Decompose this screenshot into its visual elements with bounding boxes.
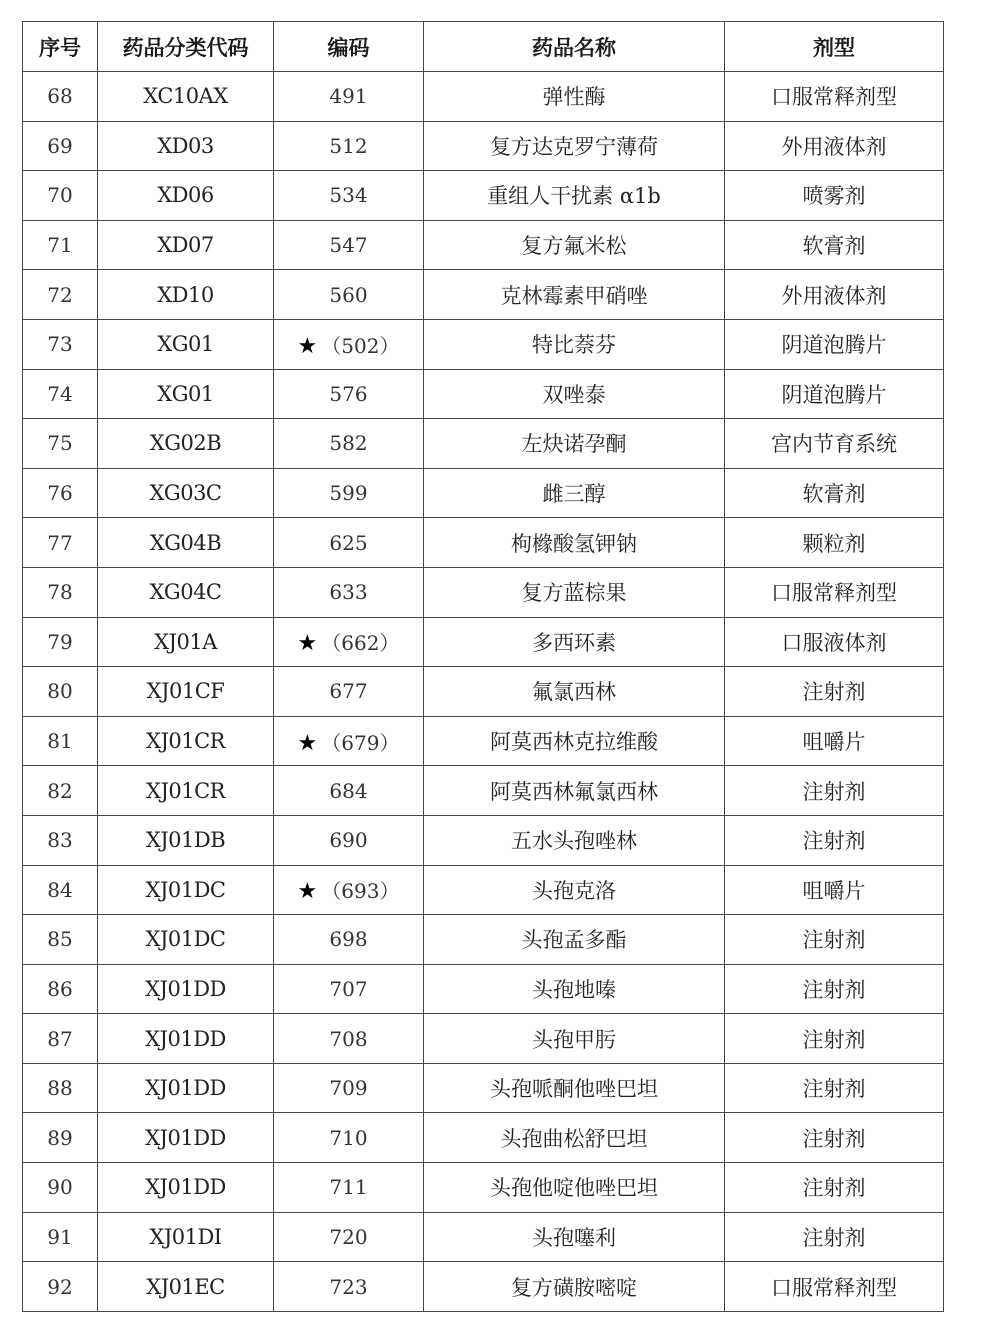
row-code-value: 677 <box>329 679 368 704</box>
star-mark: ★ <box>297 730 318 756</box>
row-seq: 86 <box>23 964 98 1014</box>
row-drug-name: 枸橼酸氢钾钠 <box>424 518 725 568</box>
header-dosage-form: 剂型 <box>725 22 944 72</box>
row-dosage-form: 口服常释剂型 <box>725 72 944 122</box>
row-seq: 88 <box>23 1063 98 1113</box>
row-seq: 84 <box>23 865 98 915</box>
row-code <box>274 1262 424 1312</box>
row-code <box>274 1163 424 1213</box>
row-seq: 75 <box>23 419 98 469</box>
row-dosage-form: 外用液体剂 <box>725 270 944 320</box>
row-code <box>274 319 424 369</box>
row-code <box>274 518 424 568</box>
table-row <box>23 964 944 1014</box>
row-dosage-form: 注射剂 <box>725 1212 944 1262</box>
table-row <box>23 518 944 568</box>
row-code <box>274 1113 424 1163</box>
row-category-code: XJ01A <box>98 617 274 667</box>
row-category-code: XJ01DC <box>98 865 274 915</box>
row-dosage-form: 宫内节育系统 <box>725 419 944 469</box>
row-seq: 91 <box>23 1212 98 1262</box>
row-seq: 92 <box>23 1262 98 1312</box>
row-drug-name: 头孢克洛 <box>424 865 725 915</box>
row-code-value: 599 <box>329 481 368 506</box>
row-code <box>274 964 424 1014</box>
row-code-value: 710 <box>329 1125 368 1150</box>
header-seq: 序号 <box>23 22 98 72</box>
row-drug-name: 克林霉素甲硝唑 <box>424 270 725 320</box>
row-code <box>274 815 424 865</box>
row-code-value: 723 <box>329 1274 368 1299</box>
row-code-value: 534 <box>329 183 368 208</box>
row-code-value: 560 <box>329 282 368 307</box>
table-row <box>23 72 944 122</box>
drug-table <box>22 21 944 1312</box>
table-row <box>23 1063 944 1113</box>
table-row <box>23 121 944 171</box>
row-code-value: 684 <box>329 778 368 803</box>
row-category-code: XG01 <box>98 369 274 419</box>
row-dosage-form: 口服液体剂 <box>725 617 944 667</box>
row-dosage-form: 注射剂 <box>725 1063 944 1113</box>
row-seq: 82 <box>23 766 98 816</box>
row-drug-name: 复方磺胺嘧啶 <box>424 1262 725 1312</box>
table-row <box>23 1163 944 1213</box>
row-drug-name: 头孢孟多酯 <box>424 915 725 965</box>
row-category-code: XJ01DD <box>98 1113 274 1163</box>
row-code-value: 512 <box>329 133 368 158</box>
row-drug-name: 复方氟米松 <box>424 220 725 270</box>
row-code-value: 625 <box>329 530 368 555</box>
row-category-code: XJ01EC <box>98 1262 274 1312</box>
row-code-value: 720 <box>329 1224 368 1249</box>
row-dosage-form: 咀嚼片 <box>725 716 944 766</box>
row-drug-name: 重组人干扰素 α1b <box>424 171 725 221</box>
row-category-code: XG02B <box>98 419 274 469</box>
row-category-code: XJ01DI <box>98 1212 274 1262</box>
row-seq: 85 <box>23 915 98 965</box>
row-seq: 87 <box>23 1014 98 1064</box>
table-row <box>23 1113 944 1163</box>
row-seq: 69 <box>23 121 98 171</box>
row-seq: 68 <box>23 72 98 122</box>
row-drug-name: 阿莫西林氟氯西林 <box>424 766 725 816</box>
row-code-value: 711 <box>329 1175 368 1200</box>
table-row <box>23 567 944 617</box>
row-code <box>274 865 424 915</box>
row-category-code: XJ01DC <box>98 915 274 965</box>
row-category-code: XD03 <box>98 121 274 171</box>
row-dosage-form: 喷雾剂 <box>725 171 944 221</box>
table-row <box>23 171 944 221</box>
row-category-code: XG04B <box>98 518 274 568</box>
row-code <box>274 72 424 122</box>
row-category-code: XJ01DD <box>98 1063 274 1113</box>
row-category-code: XC10AX <box>98 72 274 122</box>
row-code-value: 698 <box>329 927 368 952</box>
row-code <box>274 1063 424 1113</box>
table-row <box>23 1212 944 1262</box>
row-drug-name: 头孢甲肟 <box>424 1014 725 1064</box>
row-category-code: XJ01DD <box>98 964 274 1014</box>
row-category-code: XD06 <box>98 171 274 221</box>
row-code <box>274 270 424 320</box>
table-row <box>23 766 944 816</box>
row-category-code: XD07 <box>98 220 274 270</box>
row-seq: 76 <box>23 468 98 518</box>
row-category-code: XJ01CR <box>98 766 274 816</box>
row-seq: 79 <box>23 617 98 667</box>
row-dosage-form: 注射剂 <box>725 1163 944 1213</box>
row-dosage-form: 咀嚼片 <box>725 865 944 915</box>
row-dosage-form: 外用液体剂 <box>725 121 944 171</box>
row-dosage-form: 注射剂 <box>725 1014 944 1064</box>
table-row <box>23 617 944 667</box>
row-code <box>274 667 424 717</box>
row-code <box>274 716 424 766</box>
table-row <box>23 270 944 320</box>
row-code-value: （693） <box>321 879 400 904</box>
row-seq: 72 <box>23 270 98 320</box>
row-code <box>274 1212 424 1262</box>
row-code-value: 582 <box>329 431 368 456</box>
row-drug-name: 阿莫西林克拉维酸 <box>424 716 725 766</box>
table-row <box>23 815 944 865</box>
row-dosage-form: 注射剂 <box>725 964 944 1014</box>
row-seq: 83 <box>23 815 98 865</box>
row-code <box>274 766 424 816</box>
row-code <box>274 567 424 617</box>
row-drug-name: 五水头孢唑林 <box>424 815 725 865</box>
star-mark: ★ <box>297 631 318 657</box>
row-code-value: 491 <box>329 84 368 109</box>
row-code-value: 633 <box>329 580 368 605</box>
row-category-code: XJ01DB <box>98 815 274 865</box>
table-row <box>23 865 944 915</box>
row-seq: 71 <box>23 220 98 270</box>
row-drug-name: 左炔诺孕酮 <box>424 419 725 469</box>
header-code: 编码 <box>274 22 424 72</box>
row-dosage-form: 软膏剂 <box>725 220 944 270</box>
row-drug-name: 雌三醇 <box>424 468 725 518</box>
row-category-code: XG04C <box>98 567 274 617</box>
table-row <box>23 369 944 419</box>
table-row <box>23 667 944 717</box>
row-dosage-form: 注射剂 <box>725 1113 944 1163</box>
row-code-value: 690 <box>329 828 368 853</box>
row-code <box>274 419 424 469</box>
row-code <box>274 171 424 221</box>
row-code <box>274 915 424 965</box>
row-code <box>274 121 424 171</box>
row-dosage-form: 注射剂 <box>725 815 944 865</box>
header-category-code: 药品分类代码 <box>98 22 274 72</box>
star-mark: ★ <box>297 333 318 359</box>
row-dosage-form: 口服常释剂型 <box>725 1262 944 1312</box>
row-code-value: （502） <box>321 333 400 358</box>
row-seq: 80 <box>23 667 98 717</box>
row-category-code: XJ01DD <box>98 1163 274 1213</box>
table-row <box>23 419 944 469</box>
row-dosage-form: 颗粒剂 <box>725 518 944 568</box>
row-drug-name: 多西环素 <box>424 617 725 667</box>
row-code-value: 576 <box>329 381 368 406</box>
row-code-value: 547 <box>329 233 368 258</box>
row-drug-name: 复方蓝棕果 <box>424 567 725 617</box>
star-mark: ★ <box>297 879 318 905</box>
drug-table-container <box>22 21 943 1312</box>
row-seq: 90 <box>23 1163 98 1213</box>
table-row <box>23 220 944 270</box>
row-drug-name: 头孢曲松舒巴坦 <box>424 1113 725 1163</box>
row-code <box>274 617 424 667</box>
row-seq: 77 <box>23 518 98 568</box>
row-drug-name: 双唑泰 <box>424 369 725 419</box>
row-dosage-form: 注射剂 <box>725 766 944 816</box>
row-code-value: 709 <box>329 1076 368 1101</box>
row-code <box>274 1014 424 1064</box>
row-code-value: （662） <box>321 631 400 656</box>
row-dosage-form: 软膏剂 <box>725 468 944 518</box>
row-drug-name: 弹性酶 <box>424 72 725 122</box>
table-row <box>23 1262 944 1312</box>
row-dosage-form: 注射剂 <box>725 667 944 717</box>
row-seq: 78 <box>23 567 98 617</box>
row-dosage-form: 阴道泡腾片 <box>725 369 944 419</box>
row-code <box>274 468 424 518</box>
row-code-value: 707 <box>329 976 368 1001</box>
table-row <box>23 1014 944 1064</box>
row-drug-name: 氟氯西林 <box>424 667 725 717</box>
row-category-code: XG03C <box>98 468 274 518</box>
row-drug-name: 头孢哌酮他唑巴坦 <box>424 1063 725 1113</box>
row-code-value: （679） <box>321 730 400 755</box>
row-drug-name: 头孢他啶他唑巴坦 <box>424 1163 725 1213</box>
table-row <box>23 915 944 965</box>
header-drug-name: 药品名称 <box>424 22 725 72</box>
row-code-value: 708 <box>329 1026 368 1051</box>
row-seq: 74 <box>23 369 98 419</box>
row-code <box>274 220 424 270</box>
row-dosage-form: 口服常释剂型 <box>725 567 944 617</box>
row-category-code: XG01 <box>98 319 274 369</box>
row-category-code: XJ01DD <box>98 1014 274 1064</box>
row-seq: 81 <box>23 716 98 766</box>
row-code <box>274 369 424 419</box>
row-drug-name: 复方达克罗宁薄荷 <box>424 121 725 171</box>
table-row <box>23 716 944 766</box>
row-seq: 70 <box>23 171 98 221</box>
row-drug-name: 头孢噻利 <box>424 1212 725 1262</box>
row-seq: 73 <box>23 319 98 369</box>
row-seq: 89 <box>23 1113 98 1163</box>
row-drug-name: 头孢地嗪 <box>424 964 725 1014</box>
row-category-code: XD10 <box>98 270 274 320</box>
row-dosage-form: 阴道泡腾片 <box>725 319 944 369</box>
row-drug-name: 特比萘芬 <box>424 319 725 369</box>
row-category-code: XJ01CR <box>98 716 274 766</box>
table-row <box>23 468 944 518</box>
row-category-code: XJ01CF <box>98 667 274 717</box>
row-dosage-form: 注射剂 <box>725 915 944 965</box>
table-row <box>23 319 944 369</box>
table-body <box>23 72 944 1312</box>
table-header-row <box>23 22 944 72</box>
